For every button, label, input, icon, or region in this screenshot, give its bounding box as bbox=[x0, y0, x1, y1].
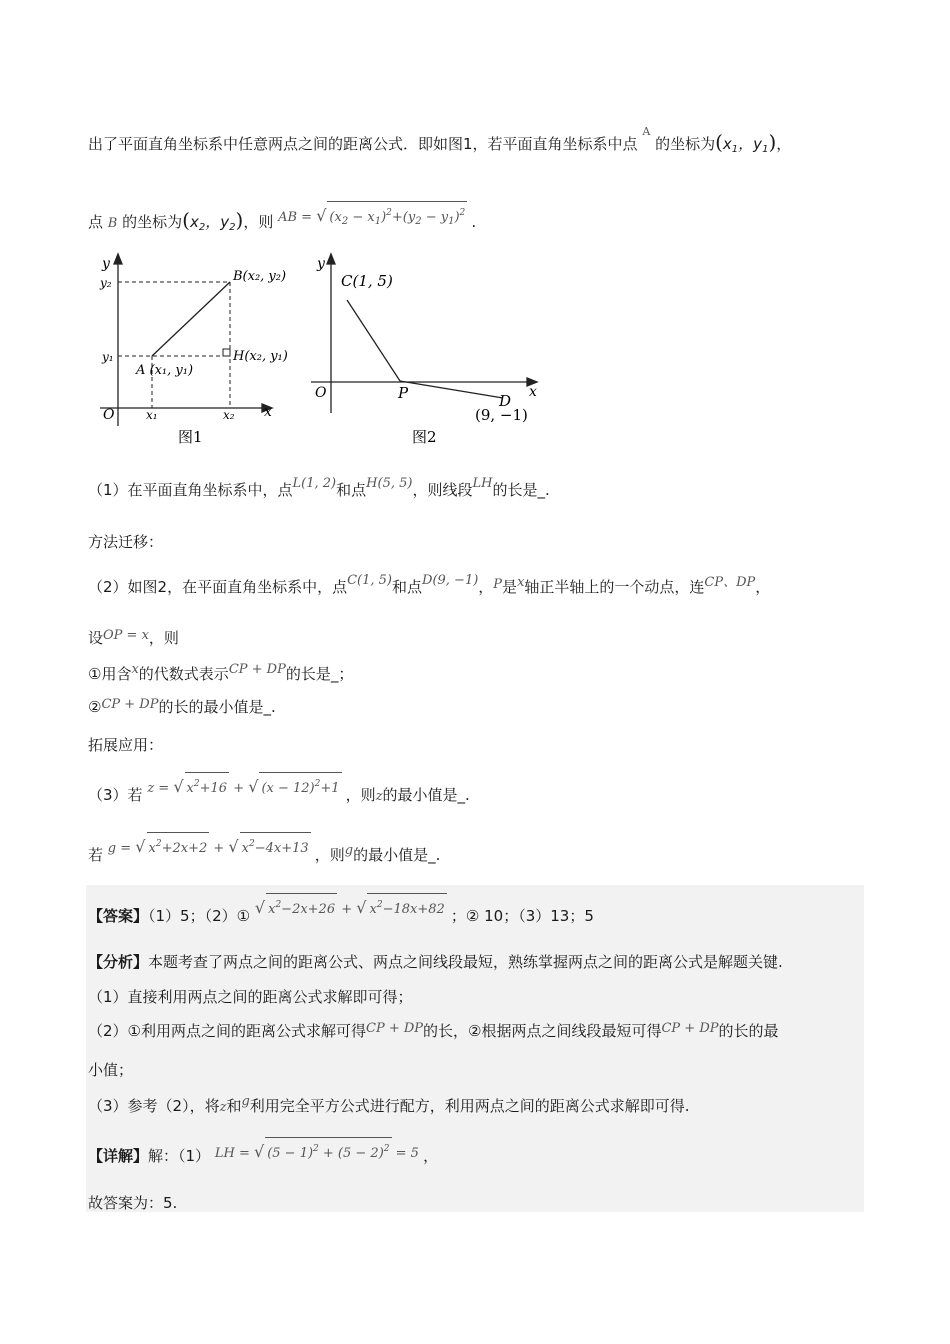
analysis-item-3: （3）参考（2），将z和g利用完全平方公式进行配方，利用两点之间的距离公式求解即可得. bbox=[88, 1094, 690, 1115]
fig2-y-axis-label: y bbox=[317, 256, 325, 272]
answer-expression: √ $x^2-2x+26$ + √ $x^2-18x+82$ bbox=[255, 902, 451, 917]
intro-line-2: 点 B 的坐标为($x_2$，$y_2$)，则 AB = √ $(x_2 - x_1)^2+(y_2 - y_1)^2$ . bbox=[88, 207, 476, 239]
fig1-y-axis-label: y bbox=[102, 256, 110, 272]
detail-formula: LH = √ $(5 - 1)^2 + (5 - 2)^2 = 5$ bbox=[215, 1146, 423, 1161]
question-2-part-1: ①用含x的代数式表示CP + DP的长是_； bbox=[88, 662, 354, 683]
fig1-caption: 图1 bbox=[178, 428, 203, 446]
fig1-x-axis-label: x bbox=[264, 404, 272, 420]
fig1-y2-tick: y₂ bbox=[100, 276, 112, 290]
question-2-setup: 设OP = x，则 bbox=[88, 628, 179, 647]
fig2-point-d-coords: (9, −1) bbox=[475, 406, 528, 424]
analysis-line: 【分析】本题考查了两点之间的距离公式、两点之间线段最短，熟练掌握两点之间的距离公式是解题关键. bbox=[88, 953, 783, 971]
g-formula: g = √ $x^2+2x+2$ + √ $x^2-4x+13$ bbox=[108, 841, 315, 856]
answer-line: 【答案】（1）5；（2）① √ $x^2-2x+26$ + √ $x^2-18x+82$ ；② 10；（3）13；5 bbox=[88, 901, 594, 929]
detail-line: 【详解】解：（1） LH = √ $(5 - 1)^2 + (5 - 2)^2 = 5$ ， bbox=[88, 1141, 438, 1169]
method-title: 方法迁移： bbox=[88, 533, 164, 551]
fig2-point-p: P bbox=[398, 384, 409, 402]
analysis-item-2: （2）①利用两点之间的距离公式求解可得CP + DP的长，②根据两点之间线段最短可得CP + DP的长的最 bbox=[88, 1021, 779, 1040]
fig1-x2-tick: x₂ bbox=[223, 408, 235, 422]
fig1-point-h: H(x₂, y₁) bbox=[233, 349, 288, 364]
distance-formula: AB = √ $(x_2 - x_1)^2+(y_2 - y_1)^2$ bbox=[278, 210, 471, 225]
question-3: （3）若 z = √ $x^2+16$ + √ $(x - 12)^2+1$ ，则z的最小值是_. bbox=[88, 780, 470, 808]
question-2: （2）如图2，在平面直角坐标系中，点C(1, 5)和点D(9, −1)，P是x轴正半轴上的一个动点，连CP、DP， bbox=[88, 573, 771, 596]
fig2-x-axis-label: x bbox=[529, 384, 537, 400]
analysis-item-2-cont: 小值； bbox=[88, 1061, 134, 1079]
fig1-origin-label: O bbox=[103, 407, 115, 423]
fig1-point-b: B(x₂, y₂) bbox=[233, 269, 287, 284]
point-a-label: A bbox=[642, 125, 651, 138]
z-formula: z = √ $x^2+16$ + √ $(x - 12)^2+1$ bbox=[147, 781, 345, 796]
analysis-item-1: （1）直接利用两点之间的距离公式求解即可得； bbox=[88, 988, 413, 1006]
fig1-point-a: A (x₁, y₁) bbox=[136, 363, 194, 378]
fig2-origin-label: O bbox=[315, 385, 327, 401]
extend-title: 拓展应用： bbox=[88, 736, 164, 754]
fig2-point-d: D bbox=[499, 392, 512, 410]
question-1: （1）在平面直角坐标系中，点L(1, 2)和点H(5, 5)，则线段LH的长是_. bbox=[88, 476, 550, 499]
detail-final: 故答案为：5. bbox=[88, 1194, 178, 1212]
figure-1 bbox=[90, 248, 300, 453]
fig2-point-c: C(1, 5) bbox=[341, 272, 393, 290]
figure-2 bbox=[305, 248, 545, 453]
question-3b: 若 g = √ $x^2+2x+2$ + √ $x^2-4x+13$ ，则g的最小值是_. bbox=[88, 840, 440, 868]
fig2-caption: 图2 bbox=[412, 428, 437, 446]
question-2-part-2: ②CP + DP的长的最小值是_. bbox=[88, 697, 276, 716]
intro-line-1: 出了平面直角坐标系中任意两点之间的距离公式．即如图1，若平面直角坐标系中点 $^A$ 的坐标为($x_1$，$y_1$)， bbox=[88, 125, 792, 155]
fig1-y1-tick: y₁ bbox=[102, 350, 114, 364]
fig1-x1-tick: x₁ bbox=[146, 408, 158, 422]
